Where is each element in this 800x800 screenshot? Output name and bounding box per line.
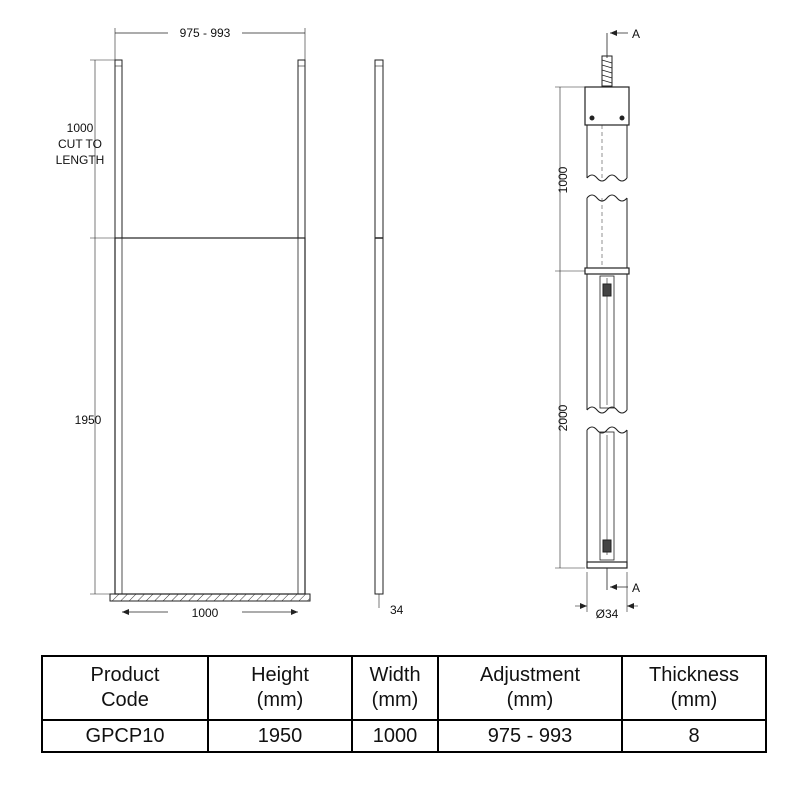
header-text: Thickness (648, 664, 740, 686)
upper-length-label: 1000 (556, 166, 570, 194)
section-marker-top: A (632, 27, 641, 41)
upper-tube (587, 125, 627, 181)
header-text: Adjustment (479, 664, 581, 686)
right-ceiling-post (298, 60, 305, 238)
base-cap (587, 562, 627, 568)
table-row (42, 720, 766, 752)
cell-product-code: GPCP10 (42, 720, 208, 752)
side-post-upper (375, 60, 383, 238)
header-subtext: (mm) (506, 689, 554, 711)
panel-height-label: 1950 (74, 413, 102, 427)
glass-panel (115, 238, 305, 594)
header-text: Product (90, 664, 160, 686)
table-header-row (42, 656, 766, 720)
side-panel (375, 238, 383, 594)
cell-height: 1950 (208, 720, 352, 752)
top-height-label (56, 121, 105, 167)
header-subtext: (mm) (371, 689, 419, 711)
cell-width: 1000 (352, 720, 438, 752)
thickness-label: 34 (390, 603, 404, 617)
header-text: Height (251, 664, 309, 686)
header-height (208, 656, 352, 720)
top-height-line-2: CUT TO (57, 137, 103, 151)
coupling (585, 268, 629, 274)
width-adjust-dimension (115, 26, 305, 60)
cell-adjustment: 975 - 993 (438, 720, 622, 752)
header-thickness (622, 656, 766, 720)
width-adjust-label: 975 - 993 (179, 26, 231, 40)
section-view (555, 33, 641, 612)
diameter-label: Ø34 (595, 607, 619, 621)
panel-width-label: 1000 (191, 606, 219, 620)
header-subtext: (mm) (670, 689, 718, 711)
header-subtext: (mm) (256, 689, 304, 711)
header-product-code (42, 656, 208, 720)
top-height-line-3: LENGTH (55, 153, 105, 167)
top-height-line-1: 1000 (66, 121, 94, 135)
specification-table (41, 655, 767, 753)
header-subtext: Code (101, 689, 149, 711)
lower-length-label: 2000 (556, 404, 570, 432)
floor-hatch (110, 594, 310, 601)
header-adjustment (438, 656, 622, 720)
header-text: Width (369, 664, 421, 686)
left-ceiling-post (115, 60, 122, 238)
front-view (90, 26, 310, 612)
header-width (352, 656, 438, 720)
cell-thickness: 8 (622, 720, 766, 752)
section-marker-bottom: A (632, 581, 641, 595)
side-view (375, 60, 383, 608)
